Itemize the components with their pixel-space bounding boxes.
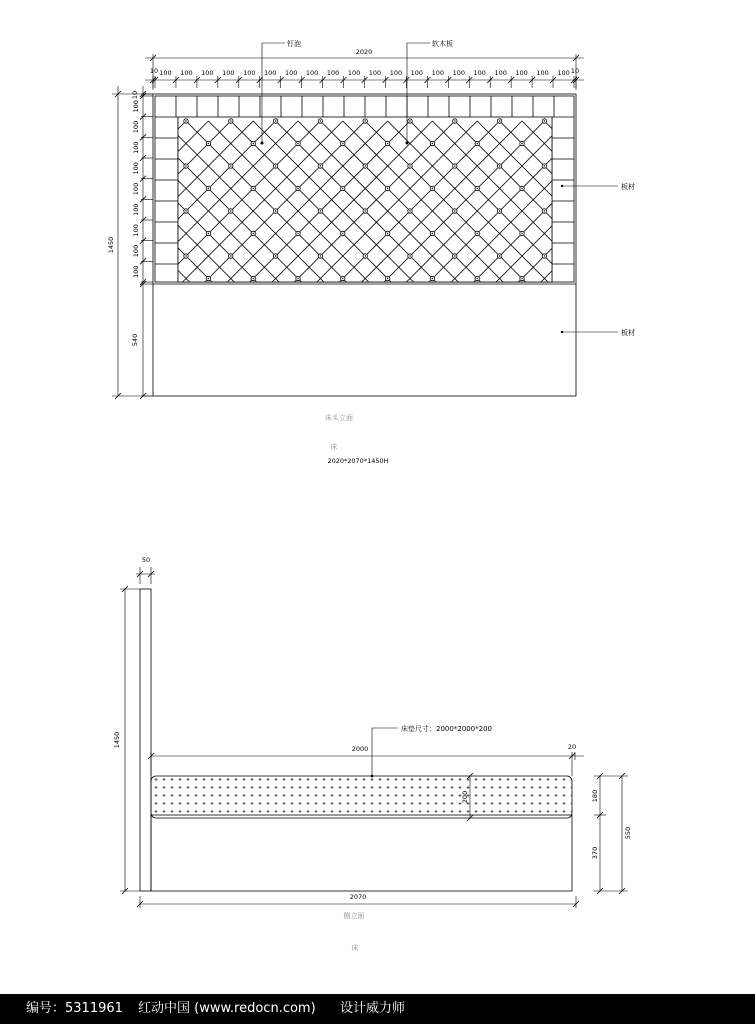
- left-row-dim: 100: [132, 265, 140, 278]
- top-segment-dim: 100: [284, 69, 298, 77]
- top-segment-dim: 100: [515, 69, 528, 77]
- tuft-button-center: [185, 210, 186, 211]
- top-segment-dim: 100: [326, 69, 340, 77]
- top-segment-dim: 100: [410, 69, 424, 77]
- side-bed-base: [151, 815, 572, 891]
- top-segment-dim: 100: [201, 69, 214, 77]
- top-segment-dim: 100: [264, 69, 277, 77]
- front-edge-left: 10: [149, 67, 159, 75]
- side-mattress-thickness: 200: [461, 790, 469, 804]
- left-row-dim: 100: [132, 244, 140, 258]
- left-row-labels: [132, 100, 140, 278]
- tuft-button-center: [499, 165, 500, 166]
- tuft-button-center: [432, 143, 433, 144]
- tuft-button-center: [454, 210, 455, 211]
- diamond-line: [0, 121, 52, 321]
- tuft-button-center: [409, 165, 410, 166]
- diamond-line: [0, 121, 186, 321]
- tuft-button-center: [320, 165, 321, 166]
- front-total-width: 2020: [355, 48, 373, 56]
- tuft-button-center: [342, 233, 343, 234]
- diamond-line: [0, 121, 184, 321]
- top-segment-dim: 100: [389, 69, 403, 77]
- side-mattress-label: 床垫尺寸：2000*2000*200: [401, 725, 492, 733]
- left-row-dim: 100: [132, 141, 140, 154]
- diamond-line: [679, 121, 755, 321]
- front-base-height: 540: [131, 333, 139, 347]
- left-row-dim: 100: [132, 182, 140, 196]
- tuft-button-center: [544, 165, 545, 166]
- tuft-button-center: [432, 233, 433, 234]
- tuft-button-center: [477, 233, 478, 234]
- side-right-upper: 180: [591, 789, 599, 803]
- tuft-button-center: [275, 120, 276, 121]
- tuft-button-center: [185, 165, 186, 166]
- tuft-button-center: [230, 255, 231, 256]
- side-caption-title: 床: [351, 944, 359, 952]
- callout-pad: 软木板: [432, 40, 453, 48]
- tuft-button-center: [521, 278, 522, 279]
- top-segment-dim: 100: [452, 69, 465, 77]
- tuft-button-center: [387, 278, 388, 279]
- tuft-button-center: [253, 233, 254, 234]
- side-bottom-length: 2070: [349, 893, 367, 901]
- side-caption-view: 侧立面: [343, 912, 365, 920]
- tuft-button-center: [409, 255, 410, 256]
- side-right-lower: 370: [591, 846, 599, 860]
- watermark-footer: [0, 994, 755, 1024]
- front-caption-view: 床头立面: [325, 414, 353, 422]
- diamond-line: [656, 121, 755, 321]
- tuft-button-center: [387, 143, 388, 144]
- diamond-line: [701, 121, 755, 321]
- tuft-button-center: [208, 233, 209, 234]
- diamond-line: [634, 121, 755, 321]
- tuft-button-center: [432, 278, 433, 279]
- tuft-button-center: [208, 278, 209, 279]
- tuft-button-center: [230, 120, 231, 121]
- top-segment-dim: 100: [180, 69, 193, 77]
- top-segment-dim: 100: [431, 69, 445, 77]
- diamond-line: [0, 121, 74, 321]
- tuft-button-center: [297, 143, 298, 144]
- tuft-button-center: [275, 210, 276, 211]
- tuft-button-center: [185, 120, 186, 121]
- side-right-total: 550: [624, 826, 632, 840]
- tuft-button-center: [297, 233, 298, 234]
- diamond-line: [0, 121, 29, 321]
- tuft-button-center: [432, 188, 433, 189]
- diamond-line: [0, 121, 141, 321]
- footer-site: 红动中国 (www.redocn.com): [138, 1001, 316, 1016]
- left-row-dim: 100: [132, 120, 140, 134]
- tuft-button-center: [454, 255, 455, 256]
- tuft-button-center: [253, 143, 254, 144]
- tuft-button-center: [365, 210, 366, 211]
- tuft-button-center: [499, 120, 500, 121]
- tuft-button-center: [409, 210, 410, 211]
- top-segment-labels: [159, 69, 569, 77]
- tuft-button-center: [409, 120, 410, 121]
- side-dimensions: [120, 567, 628, 908]
- top-segment-dim: 100: [243, 69, 256, 77]
- left-row-dim: 100: [132, 162, 140, 175]
- tuft-button-center: [544, 120, 545, 121]
- side-mattress: [151, 776, 572, 818]
- front-caption-title: 床: [330, 443, 338, 451]
- tuft-button-center: [387, 233, 388, 234]
- side-top-width: 50: [141, 556, 151, 564]
- diamond-line: [589, 121, 755, 321]
- front-edge-right: 10: [570, 67, 580, 75]
- top-segment-dim: 100: [557, 69, 570, 77]
- diamond-line: [612, 121, 755, 321]
- side-gap-right: 20: [567, 743, 577, 751]
- front-top-edge-dim: 10: [131, 90, 139, 100]
- tuft-button-center: [544, 255, 545, 256]
- tuft-button-center: [342, 143, 343, 144]
- tuft-button-center: [297, 278, 298, 279]
- left-row-dim: 100: [132, 224, 140, 237]
- tuft-button-center: [275, 255, 276, 256]
- tuft-button-center: [521, 188, 522, 189]
- tuft-button-center: [230, 165, 231, 166]
- tuft-button-center: [320, 255, 321, 256]
- left-row-dim: 100: [132, 100, 140, 113]
- tuft-button-center: [208, 143, 209, 144]
- side-dimension-ticks: [122, 571, 625, 907]
- footer-id: 编号：5311961: [26, 1001, 123, 1016]
- tuft-button-center: [320, 210, 321, 211]
- diamond-line: [567, 121, 755, 321]
- tuft-button-center: [499, 255, 500, 256]
- diamond-line: [0, 121, 7, 321]
- tuft-button-center: [320, 120, 321, 121]
- callout-nail: 钉泡: [287, 40, 301, 48]
- tuft-button-center: [477, 143, 478, 144]
- footer-slogan: 设计威力师: [340, 1001, 406, 1016]
- top-segment-dim: 100: [222, 69, 235, 77]
- tuft-button-center: [208, 188, 209, 189]
- tuft-button-center: [342, 188, 343, 189]
- callout-panel-lower: 板材: [621, 329, 635, 337]
- tuft-button-center: [297, 188, 298, 189]
- top-segment-dim: 100: [159, 69, 172, 77]
- diamond-line: [0, 121, 116, 321]
- tuft-button-center: [253, 278, 254, 279]
- tuft-button-center: [544, 210, 545, 211]
- tuft-button-center: [275, 165, 276, 166]
- top-segment-dim: 100: [347, 69, 361, 77]
- top-segment-dim: 100: [536, 69, 549, 77]
- tuft-button-center: [185, 255, 186, 256]
- tuft-button-center: [365, 165, 366, 166]
- diamond-line: [7, 121, 206, 321]
- front-total-height: 1450: [107, 236, 115, 254]
- side-elevation: [140, 589, 572, 891]
- front-caption-size: 2020*2070*1450H: [327, 457, 389, 465]
- diamond-line: [0, 121, 119, 321]
- tuft-button-center: [499, 210, 500, 211]
- tuft-button-center: [365, 120, 366, 121]
- tuft-button-center: [365, 255, 366, 256]
- tuft-button-center: [521, 143, 522, 144]
- side-total-height: 1450: [113, 731, 121, 749]
- tuft-button-center: [477, 188, 478, 189]
- side-length-top: 2000: [351, 745, 369, 753]
- tuft-button-center: [454, 120, 455, 121]
- tuft-button-center: [454, 165, 455, 166]
- top-segment-dim: 100: [494, 69, 507, 77]
- side-headboard: [140, 589, 151, 891]
- tuft-button-center: [477, 278, 478, 279]
- left-row-dim: 100: [132, 203, 140, 216]
- tuft-button-center: [387, 188, 388, 189]
- tuft-button-center: [521, 233, 522, 234]
- callout-panel-upper: 板材: [621, 183, 635, 191]
- tuft-button-center: [230, 210, 231, 211]
- tuft-button-center: [342, 278, 343, 279]
- top-segment-dim: 100: [368, 69, 382, 77]
- tuft-button-center: [253, 188, 254, 189]
- top-segment-dim: 100: [305, 69, 319, 77]
- diamond-line: [0, 121, 96, 321]
- top-segment-dim: 100: [473, 69, 486, 77]
